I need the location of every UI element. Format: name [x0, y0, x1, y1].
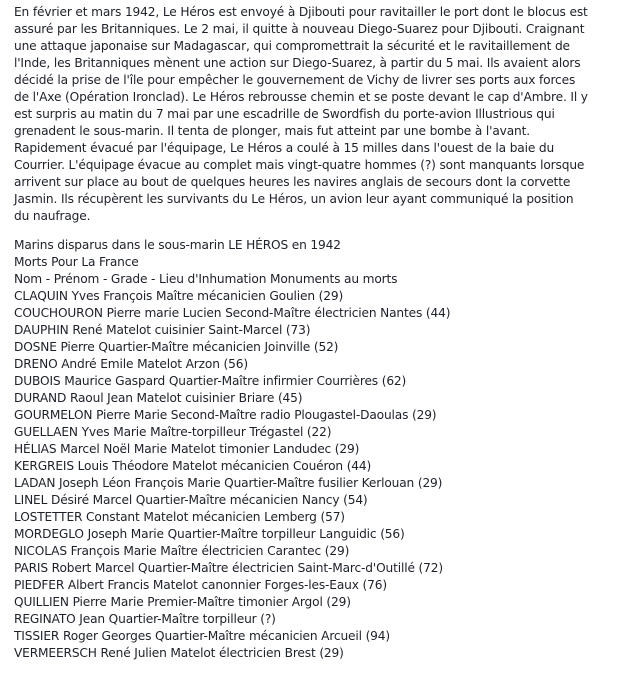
story-line: décidé la prise de l'île pour empêcher le gouvernement de Vichy de livrer ses ports aux forces — [14, 73, 576, 87]
story-line: de l'Axe (Opération Ironclad). Le Héros rebrousse chemin et se poste devant le cap d'Ambre. Il y — [14, 90, 588, 104]
memorial-entry: VERMEERSCH René Julien Matelot électricien Brest (29) — [14, 646, 344, 660]
memorial-entry: DURAND Raoul Jean Matelot cuisinier Briare (45) — [14, 391, 303, 405]
memorial-entry: REGINATO Jean Quartier-Maître torpilleur (?) — [14, 612, 276, 626]
post-body — [14, 4, 614, 662]
story-line: est surpris au matin du 7 mai par une escadrille de Swordfish du porte-avion Illustrious qui — [14, 107, 555, 121]
memorial-entry: COUCHOURON Pierre marie Lucien Second-Maître électricien Nantes (44) — [14, 306, 451, 320]
memorial-entry: LADAN Joseph Léon François Marie Quartier-Maître fusilier Kerlouan (29) — [14, 476, 443, 490]
story-line: Rapidement évacué par l'équipage, Le Héros a coulé à 15 milles dans l'ouest de la baie du — [14, 141, 555, 155]
memorial-entry: QUILLIEN Pierre Marie Premier-Maître timonier Argol (29) — [14, 595, 351, 609]
memorial-entry: PIEDFER Albert Francis Matelot canonnier Forges-les-Eaux (76) — [14, 578, 387, 592]
memorial-entry: DOSNE Pierre Quartier-Maître mécanicien Joinville (52) — [14, 340, 339, 354]
story-line: arrivent sur place au bout de quelques heures les navires anglais de secours dont la corvette — [14, 175, 571, 189]
memorial-entry: MORDEGLO Joseph Marie Quartier-Maître torpilleur Languidic (56) — [14, 527, 405, 541]
story-line: grenadent le sous-marin. Il tenta de plonger, mais fut atteint par une bombe à l'avant. — [14, 124, 530, 138]
memorial-list — [14, 237, 614, 662]
memorial-entry: DUBOIS Maurice Gaspard Quartier-Maître infirmier Courrières (62) — [14, 374, 407, 388]
memorial-column-header: Nom - Prénom - Grade - Lieu d'Inhumation Monuments au morts — [14, 272, 398, 286]
memorial-entry: PARIS Robert Marcel Quartier-Maître électricien Saint-Marc-d'Outillé (72) — [14, 561, 443, 575]
memorial-entry: KERGREIS Louis Théodore Matelot mécanicien Couéron (44) — [14, 459, 372, 473]
paragraph-spacer — [14, 225, 614, 237]
memorial-entry: CLAQUIN Yves François Maître mécanicien Goulien (29) — [14, 289, 344, 303]
memorial-entry: DAUPHIN René Matelot cuisinier Saint-Marcel (73) — [14, 323, 311, 337]
memorial-entry: DRENO André Emile Matelot Arzon (56) — [14, 357, 248, 371]
story-line: l'Inde, les Britanniques mènent une action sur Diego-Suarez, à partir du 5 mai. Ils avaient alors — [14, 56, 581, 70]
memorial-entry: HÉLIAS Marcel Noël Marie Matelot timonier Landudec (29) — [14, 442, 360, 456]
memorial-entry: GUELLAEN Yves Marie Maître-torpilleur Trégastel (22) — [14, 425, 332, 439]
story-line: du naufrage. — [14, 209, 91, 223]
story-line: assuré par les Britanniques. Le 2 mai, il quitte à nouveau Diego-Suarez pour Djibouti. Craignant — [14, 22, 585, 36]
story-line: une attaque japonaise sur Madagascar, qui compromettrait la sécurité et le ravitaillement de — [14, 39, 570, 53]
memorial-entry: NICOLAS François Marie Maître électricien Carantec (29) — [14, 544, 350, 558]
story-line: En février et mars 1942, Le Héros est envoyé à Djibouti pour ravitailler le port dont le blocus est — [14, 5, 588, 19]
memorial-title: Marins disparus dans le sous-marin LE HÉROS en 1942 — [14, 238, 341, 252]
memorial-entry: GOURMELON Pierre Marie Second-Maître radio Plougastel-Daoulas (29) — [14, 408, 437, 422]
memorial-entry: LOSTETTER Constant Matelot mécanicien Lemberg (57) — [14, 510, 345, 524]
story-line: Courrier. L'équipage évacue au complet mais vingt-quatre hommes (?) sont manquants lorsque — [14, 158, 585, 172]
memorial-entry: TISSIER Roger Georges Quartier-Maître mécanicien Arcueil (94) — [14, 629, 390, 643]
story-paragraph — [14, 4, 614, 225]
story-line: Jasmin. Ils récupèrent les survivants du Le Héros, un avion leur ayant communiqué la position — [14, 192, 574, 206]
memorial-subtitle: Morts Pour La France — [14, 255, 139, 269]
memorial-entry: LINEL Désiré Marcel Quartier-Maître mécanicien Nancy (54) — [14, 493, 368, 507]
